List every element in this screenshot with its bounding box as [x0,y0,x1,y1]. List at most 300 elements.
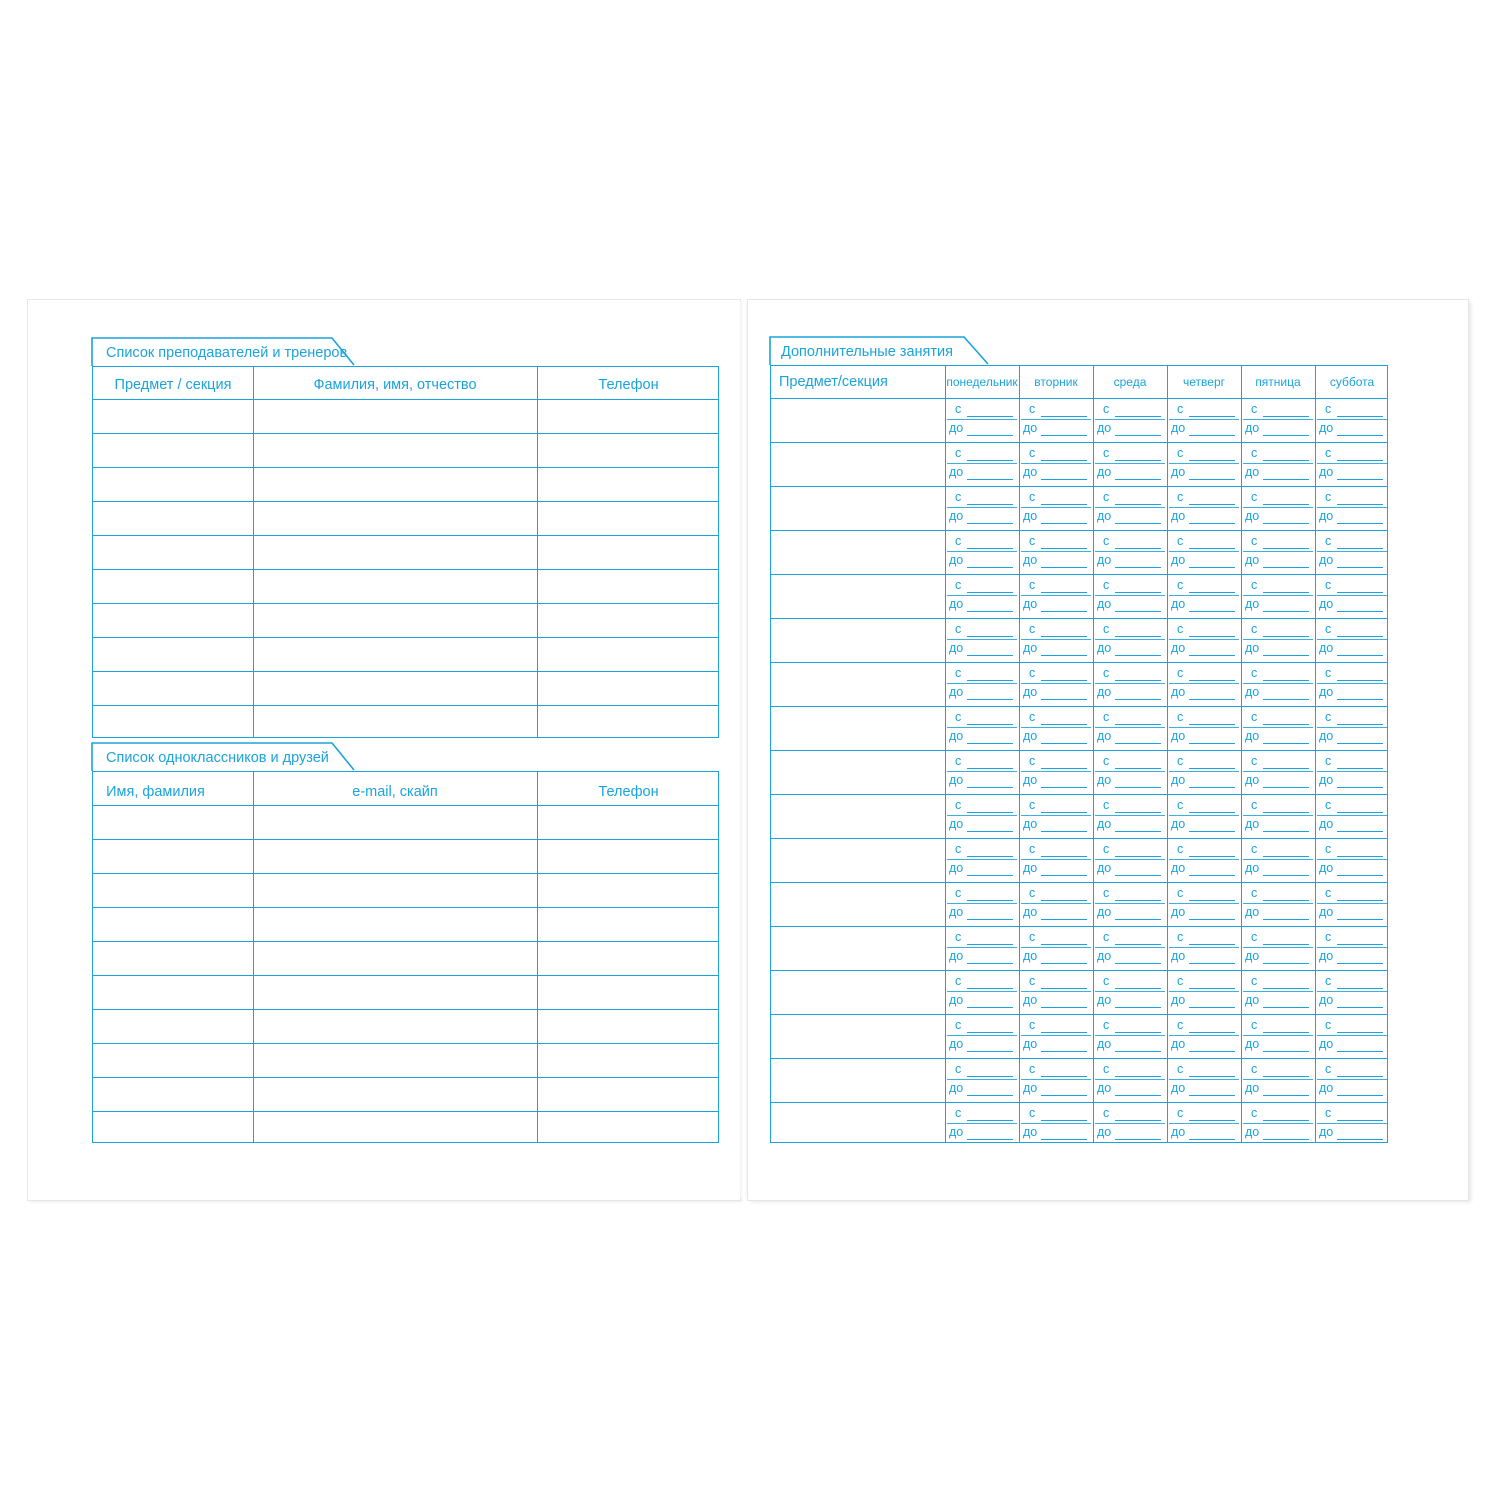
time-from-field[interactable] [967,768,1013,769]
subject-cell[interactable] [771,530,945,574]
cell-mid-line [1095,1079,1165,1080]
table-row[interactable] [93,467,718,501]
time-from-field[interactable] [1337,416,1383,417]
time-from-field[interactable] [1041,636,1087,637]
time-from-label: с [955,974,962,988]
time-from-field[interactable] [1263,724,1309,725]
time-to-field[interactable] [1041,435,1087,436]
time-from-field[interactable] [1041,1032,1087,1033]
time-from-field[interactable] [1263,548,1309,549]
time-to-field[interactable] [967,523,1013,524]
time-to-field[interactable] [967,1139,1013,1140]
time-to-field[interactable] [1189,1007,1235,1008]
cell-mid-line [1317,1079,1387,1080]
time-from-field[interactable] [1115,1032,1161,1033]
time-to-field[interactable] [1115,963,1161,964]
schedule-table [770,365,1388,1143]
time-from-field[interactable] [1115,1120,1161,1121]
time-to-field[interactable] [1337,963,1383,964]
time-from-field[interactable] [1115,460,1161,461]
time-to-field[interactable] [1115,611,1161,612]
time-to-label: до [1245,729,1260,743]
time-to-field[interactable] [1263,523,1309,524]
time-to-field[interactable] [1337,875,1383,876]
time-to-field[interactable] [1189,567,1235,568]
time-to-field[interactable] [967,655,1013,656]
cell-mid-line [1317,859,1387,860]
cell-mid-line [947,683,1017,684]
table-row[interactable] [93,569,718,603]
time-from-label: с [1103,710,1110,724]
time-from-field[interactable] [967,460,1013,461]
time-from-field[interactable] [1041,768,1087,769]
time-from-field[interactable] [1263,504,1309,505]
table-row[interactable] [93,805,718,839]
subject-cell[interactable] [771,970,945,1014]
time-from-label: с [1177,622,1184,636]
time-to-field[interactable] [1263,963,1309,964]
time-from-field[interactable] [967,724,1013,725]
time-from-field[interactable] [1115,680,1161,681]
time-to-field[interactable] [967,787,1013,788]
time-to-field[interactable] [1041,875,1087,876]
cell-mid-line [1243,507,1313,508]
time-to-field[interactable] [1189,1051,1235,1052]
table-row[interactable] [93,873,718,907]
table-row[interactable] [93,501,718,535]
time-to-field[interactable] [1041,1051,1087,1052]
time-from-label: с [1103,622,1110,636]
time-from-field[interactable] [1041,988,1087,989]
time-from-field[interactable] [1337,988,1383,989]
time-from-field[interactable] [1337,460,1383,461]
time-from-field[interactable] [1189,504,1235,505]
time-to-field[interactable] [1337,1139,1383,1140]
time-to-field[interactable] [1189,787,1235,788]
subject-cell[interactable] [771,926,945,970]
time-from-field[interactable] [1041,944,1087,945]
time-to-field[interactable] [1263,435,1309,436]
time-to-field[interactable] [967,479,1013,480]
time-from-label: с [1177,974,1184,988]
time-to-label: до [949,641,964,655]
table-row[interactable] [93,705,718,739]
time-from-field[interactable] [1115,592,1161,593]
time-to-field[interactable] [1115,1007,1161,1008]
time-from-field[interactable] [1115,856,1161,857]
time-to-field[interactable] [1041,963,1087,964]
time-to-field[interactable] [1337,523,1383,524]
subject-cell[interactable] [771,398,945,442]
time-from-field[interactable] [1189,680,1235,681]
time-to-field[interactable] [967,435,1013,436]
table-row[interactable] [93,399,718,433]
time-to-field[interactable] [1337,919,1383,920]
time-from-label: с [1177,754,1184,768]
time-from-label: с [1177,1018,1184,1032]
time-to-field[interactable] [1115,1095,1161,1096]
time-from-field[interactable] [967,636,1013,637]
time-from-label: с [1325,974,1332,988]
time-from-field[interactable] [1337,548,1383,549]
time-from-field[interactable] [1337,1076,1383,1077]
time-from-field[interactable] [967,504,1013,505]
time-to-field[interactable] [1189,875,1235,876]
time-to-field[interactable] [1189,655,1235,656]
time-to-field[interactable] [1189,1095,1235,1096]
table-row[interactable] [93,941,718,975]
time-to-field[interactable] [1041,919,1087,920]
time-from-field[interactable] [1337,900,1383,901]
time-to-field[interactable] [967,611,1013,612]
day-column-divider [1241,366,1242,1142]
time-from-field[interactable] [1041,724,1087,725]
teachers-table [92,366,719,738]
subject-cell[interactable] [771,442,945,486]
time-from-field[interactable] [1263,1032,1309,1033]
time-from-label: с [1029,754,1036,768]
time-from-field[interactable] [1041,460,1087,461]
time-from-field[interactable] [1041,416,1087,417]
cell-mid-line [1317,1035,1387,1036]
cell-mid-line [1021,859,1091,860]
time-from-field[interactable] [1189,724,1235,725]
table-row[interactable] [93,907,718,941]
table-row[interactable] [93,975,718,1009]
time-from-field[interactable] [1115,504,1161,505]
time-to-field[interactable] [1041,699,1087,700]
time-to-field[interactable] [967,831,1013,832]
time-to-field[interactable] [1041,787,1087,788]
time-to-field[interactable] [1263,1051,1309,1052]
time-to-field[interactable] [1189,743,1235,744]
time-to-field[interactable] [967,919,1013,920]
subject-cell[interactable] [771,662,945,706]
table-row[interactable] [93,839,718,873]
time-from-field[interactable] [1337,856,1383,857]
time-from-field[interactable] [1263,1076,1309,1077]
time-to-field[interactable] [967,567,1013,568]
time-to-field[interactable] [1115,1139,1161,1140]
time-from-field[interactable] [1115,900,1161,901]
subject-cell[interactable] [771,838,945,882]
time-from-field[interactable] [1263,1120,1309,1121]
time-to-label: до [1097,421,1112,435]
time-to-field[interactable] [1263,875,1309,876]
time-from-field[interactable] [1263,460,1309,461]
time-from-field[interactable] [1041,548,1087,549]
time-from-field[interactable] [1115,416,1161,417]
time-from-field[interactable] [967,812,1013,813]
time-from-label: с [955,886,962,900]
time-to-field[interactable] [1263,743,1309,744]
time-from-field[interactable] [967,988,1013,989]
time-from-field[interactable] [1115,636,1161,637]
subject-cell[interactable] [771,706,945,750]
time-to-field[interactable] [1115,1051,1161,1052]
time-to-field[interactable] [1337,1051,1383,1052]
time-to-label: до [1319,905,1334,919]
time-to-label: до [1171,1081,1186,1095]
time-to-label: до [949,993,964,1007]
time-to-field[interactable] [1041,743,1087,744]
time-from-field[interactable] [967,548,1013,549]
time-to-field[interactable] [1337,831,1383,832]
cell-mid-line [947,991,1017,992]
cell-mid-line [1317,419,1387,420]
time-to-field[interactable] [1337,479,1383,480]
time-from-label: с [1325,666,1332,680]
time-to-field[interactable] [1115,831,1161,832]
time-to-field[interactable] [1263,655,1309,656]
time-to-label: до [1245,509,1260,523]
time-from-field[interactable] [1263,856,1309,857]
time-from-label: с [1177,402,1184,416]
time-from-field[interactable] [1041,1120,1087,1121]
time-from-label: с [955,798,962,812]
time-from-field[interactable] [1189,856,1235,857]
cell-mid-line [1243,1079,1313,1080]
time-to-label: до [1245,641,1260,655]
table-row[interactable] [93,671,718,705]
time-to-field[interactable] [967,1095,1013,1096]
time-from-field[interactable] [967,900,1013,901]
time-to-field[interactable] [1189,435,1235,436]
time-from-field[interactable] [1189,1032,1235,1033]
cell-mid-line [1317,815,1387,816]
cell-mid-line [1243,727,1313,728]
time-to-field[interactable] [1189,963,1235,964]
time-to-field[interactable] [1115,567,1161,568]
time-from-field[interactable] [1189,812,1235,813]
time-to-field[interactable] [1115,523,1161,524]
time-to-label: до [1097,685,1112,699]
time-from-field[interactable] [1337,812,1383,813]
time-to-field[interactable] [1041,523,1087,524]
time-to-label: до [1171,509,1186,523]
time-to-field[interactable] [1041,1095,1087,1096]
time-from-field[interactable] [1263,416,1309,417]
time-from-field[interactable] [1189,1076,1235,1077]
time-from-field[interactable] [1115,768,1161,769]
time-to-field[interactable] [1041,611,1087,612]
time-from-field[interactable] [1337,636,1383,637]
time-from-field[interactable] [1337,504,1383,505]
time-to-field[interactable] [1189,831,1235,832]
time-to-field[interactable] [1189,1139,1235,1140]
cell-mid-line [1095,859,1165,860]
table-row[interactable] [93,535,718,569]
table-row[interactable] [93,1077,718,1111]
time-to-label: до [1097,641,1112,655]
time-from-field[interactable] [1189,768,1235,769]
time-to-field[interactable] [967,1051,1013,1052]
time-to-field[interactable] [967,743,1013,744]
table-row[interactable] [93,433,718,467]
time-to-field[interactable] [1115,787,1161,788]
time-from-field[interactable] [1337,1032,1383,1033]
time-to-field[interactable] [1263,831,1309,832]
cell-mid-line [1095,1035,1165,1036]
time-from-label: с [1103,842,1110,856]
subject-cell[interactable] [771,486,945,530]
time-to-field[interactable] [1337,787,1383,788]
time-from-field[interactable] [1337,1120,1383,1121]
time-to-field[interactable] [1041,479,1087,480]
time-from-field[interactable] [1337,768,1383,769]
time-to-field[interactable] [1337,435,1383,436]
time-to-field[interactable] [1263,479,1309,480]
time-to-field[interactable] [1115,743,1161,744]
time-from-field[interactable] [1189,636,1235,637]
table-row[interactable] [93,1009,718,1043]
time-to-label: до [1245,465,1260,479]
time-from-field[interactable] [1041,504,1087,505]
table-row[interactable] [93,1111,718,1145]
subject-cell[interactable] [771,750,945,794]
time-to-field[interactable] [1041,831,1087,832]
time-from-field[interactable] [1263,636,1309,637]
time-from-field[interactable] [1115,548,1161,549]
time-from-label: с [955,842,962,856]
time-from-label: с [1251,886,1258,900]
time-to-field[interactable] [1189,479,1235,480]
time-from-field[interactable] [1337,944,1383,945]
time-from-field[interactable] [1041,1076,1087,1077]
time-to-field[interactable] [1115,699,1161,700]
time-from-field[interactable] [1263,988,1309,989]
time-to-field[interactable] [1337,699,1383,700]
time-from-field[interactable] [1337,680,1383,681]
time-to-field[interactable] [1263,1139,1309,1140]
time-to-field[interactable] [1263,699,1309,700]
time-from-field[interactable] [1041,680,1087,681]
table-row[interactable] [93,1043,718,1077]
time-from-field[interactable] [1263,680,1309,681]
time-from-label: с [955,446,962,460]
subject-cell[interactable] [771,1058,945,1102]
time-to-field[interactable] [1115,919,1161,920]
time-to-field[interactable] [1189,919,1235,920]
time-to-field[interactable] [967,963,1013,964]
time-to-field[interactable] [1041,1139,1087,1140]
time-from-field[interactable] [1041,856,1087,857]
time-from-field[interactable] [967,1032,1013,1033]
time-from-field[interactable] [1337,724,1383,725]
time-from-field[interactable] [1263,592,1309,593]
subject-cell[interactable] [771,618,945,662]
time-to-field[interactable] [1115,655,1161,656]
time-to-field[interactable] [1115,479,1161,480]
time-to-field[interactable] [1337,567,1383,568]
time-to-field[interactable] [1337,1095,1383,1096]
time-from-field[interactable] [1189,900,1235,901]
time-from-field[interactable] [1189,1120,1235,1121]
table-row[interactable] [93,637,718,671]
time-to-field[interactable] [1263,567,1309,568]
time-from-field[interactable] [967,416,1013,417]
cell-mid-line [947,903,1017,904]
time-from-field[interactable] [1189,548,1235,549]
time-from-label: с [955,754,962,768]
time-from-field[interactable] [1189,592,1235,593]
cell-mid-line [1243,903,1313,904]
day-column-divider [1019,366,1020,1142]
time-to-field[interactable] [1263,787,1309,788]
time-from-field[interactable] [1115,1076,1161,1077]
time-to-field[interactable] [1189,611,1235,612]
time-from-field[interactable] [1263,944,1309,945]
subject-cell[interactable] [771,1014,945,1058]
time-from-field[interactable] [1263,768,1309,769]
time-to-field[interactable] [1337,1007,1383,1008]
time-from-field[interactable] [1263,900,1309,901]
time-from-field[interactable] [1115,812,1161,813]
time-from-label: с [1177,842,1184,856]
time-to-field[interactable] [1041,655,1087,656]
table-row[interactable] [93,603,718,637]
time-from-field[interactable] [1041,592,1087,593]
time-to-label: до [1171,993,1186,1007]
time-to-field[interactable] [1115,875,1161,876]
time-to-field[interactable] [1041,1007,1087,1008]
time-to-field[interactable] [1337,655,1383,656]
time-from-field[interactable] [1189,988,1235,989]
cell-mid-line [1095,595,1165,596]
time-from-field[interactable] [1115,724,1161,725]
cell-mid-line [1243,947,1313,948]
time-from-field[interactable] [967,944,1013,945]
time-from-field[interactable] [1041,812,1087,813]
time-to-field[interactable] [1263,1007,1309,1008]
time-from-label: с [955,622,962,636]
time-from-field[interactable] [1189,460,1235,461]
time-to-field[interactable] [1337,611,1383,612]
time-from-field[interactable] [1115,944,1161,945]
time-to-field[interactable] [967,875,1013,876]
cell-mid-line [1317,947,1387,948]
time-to-field[interactable] [967,699,1013,700]
time-from-field[interactable] [967,592,1013,593]
time-from-field[interactable] [967,680,1013,681]
time-to-field[interactable] [1189,699,1235,700]
time-to-field[interactable] [1263,611,1309,612]
time-from-label: с [1103,1106,1110,1120]
time-from-field[interactable] [967,1076,1013,1077]
time-from-field[interactable] [967,1120,1013,1121]
time-from-field[interactable] [1263,812,1309,813]
time-to-field[interactable] [1337,743,1383,744]
time-to-field[interactable] [1041,567,1087,568]
time-from-field[interactable] [1189,416,1235,417]
time-from-field[interactable] [1115,988,1161,989]
time-from-field[interactable] [1041,900,1087,901]
time-from-field[interactable] [1337,592,1383,593]
time-from-field[interactable] [1189,944,1235,945]
time-to-label: до [1023,421,1038,435]
time-to-field[interactable] [967,1007,1013,1008]
subject-cell[interactable] [771,794,945,838]
time-from-field[interactable] [967,856,1013,857]
subject-cell[interactable] [771,574,945,618]
time-to-field[interactable] [1263,919,1309,920]
time-to-field[interactable] [1189,523,1235,524]
time-to-field[interactable] [1115,435,1161,436]
subject-cell[interactable] [771,882,945,926]
subject-cell[interactable] [771,1102,945,1146]
time-to-field[interactable] [1263,1095,1309,1096]
time-from-label: с [1029,798,1036,812]
